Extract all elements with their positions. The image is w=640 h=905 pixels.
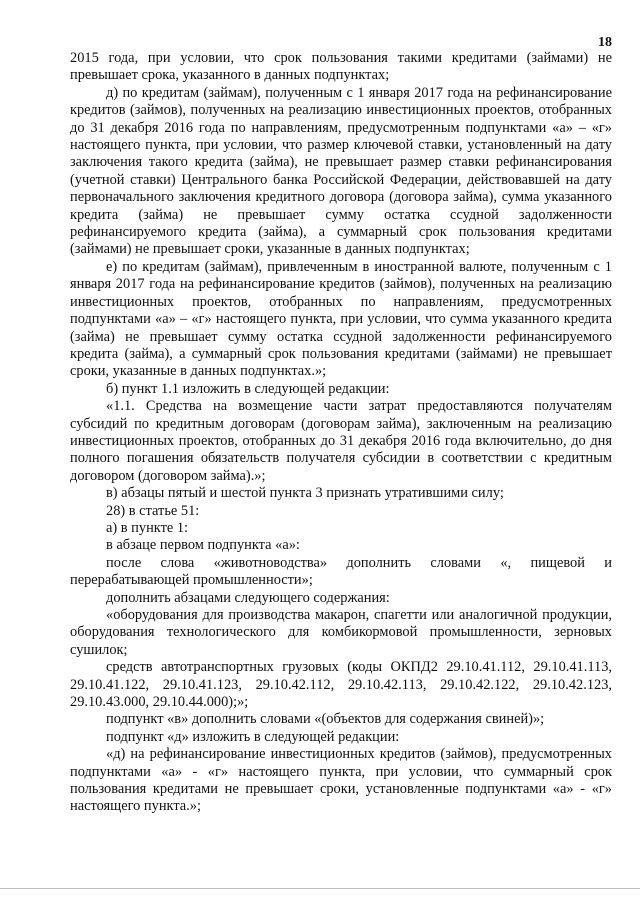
paragraph: дополнить абзацами следующего содержания: — [106, 589, 390, 606]
document-body — [70, 50, 612, 816]
paragraph: подпункт «д» изложить в следующей редакции: — [106, 728, 400, 745]
paragraph: «1.1. Средства на возмещение части затрат предоставляются получателям субсидий по кредитным договорам (договорам займа), заключенным на реализацию инвестиционных проектов, отобранных до 31 декабря 2016 года включительно, до дня полного погашения обязательств получателя субсидии в соответствии с кредитным договором (договором займа).»; — [70, 398, 612, 484]
paragraph: средств автотранспортных грузовых (коды ОКПД2 29.10.41.112, 29.10.41.113, 29.10.41.122, 29.10.41.123, 29.10.42.112, 29.10.42.113, 29.10.42.122, 29.10.42.123, 29.10.43.000, 29.10.44.000);»; — [70, 659, 612, 711]
paragraph: 2015 года, при условии, что срок пользования такими кредитами (займами) не превышает срока, указанного в данных подпунктах; — [70, 50, 612, 84]
paragraph: «д) на рефинансирование инвестиционных кредитов (займов), предусмотренных подпунктами «а» - «г» настоящего пункта, при условии, что суммарный срок пользования кредитами не превышает сроки, установленные подпунктами «а» - «г» настоящего пункта.»; — [70, 746, 612, 815]
paragraph: а) в пункте 1: — [106, 519, 189, 536]
page-number: 18 — [598, 35, 612, 50]
footer-divider — [0, 888, 640, 889]
paragraph: подпункт «в» дополнить словами «(объектов для содержания свиней)»; — [106, 711, 545, 728]
paragraph: в) абзацы пятый и шестой пункта 3 признать утратившими силу; — [106, 485, 504, 502]
paragraph: после слова «животноводства» дополнить словами «, пищевой и перерабатывающей промышленности»; — [70, 554, 612, 589]
paragraph: в абзаце первом подпункта «а»: — [106, 537, 300, 554]
paragraph: д) по кредитам (займам), полученным с 1 января 2017 года на рефинансирование кредитов (займов), полученных на реализацию инвестиционных проектов, отобранных до 31 декабря 2016 года по направлениям, предусмотренным подпунктами «а» – «г» настоящего пункта, при условии, что размер ключевой ставки, установленный на дату заключения такого кредита (займа), не превышает размер ставки рефинансирования (учетной ставки) Центрального банка Российской Федерации, действовавшей на дату первоначального заключения кредитного договора (договора займа), сумма указанного кредита (займа) не превышает сумму остатка ссудной задолженности рефинансируемого кредита (займа), а суммарный срок пользования кредитами (займами) не превышает сроки, указанные в данных подпунктах; — [70, 84, 612, 258]
paragraph: б) пункт 1.1 изложить в следующей редакции: — [106, 380, 390, 397]
paragraph: е) по кредитам (займам), привлеченным в иностранной валюте, полученным с 1 января 2017 года на рефинансирование кредитов (займов), полученных на реализацию инвестиционных проектов, отобранных по направлениям, предусмотренных подпунктами «а» – «г» настоящего пункта, при условии, что сумма указанного кредита (займа) не превышает сумму остатка ссудной задолженности рефинансируемого кредита (займа), а суммарный срок пользования кредитами (займами) не превышает сроки, указанные в данных подпунктах.»; — [70, 258, 612, 380]
paragraph: 28) в статье 51: — [106, 502, 200, 519]
paragraph: «оборудования для производства макарон, спагетти или аналогичной продукции, оборудования технологического для комбикормовой промышленности, зерновых сушилок; — [70, 607, 612, 658]
